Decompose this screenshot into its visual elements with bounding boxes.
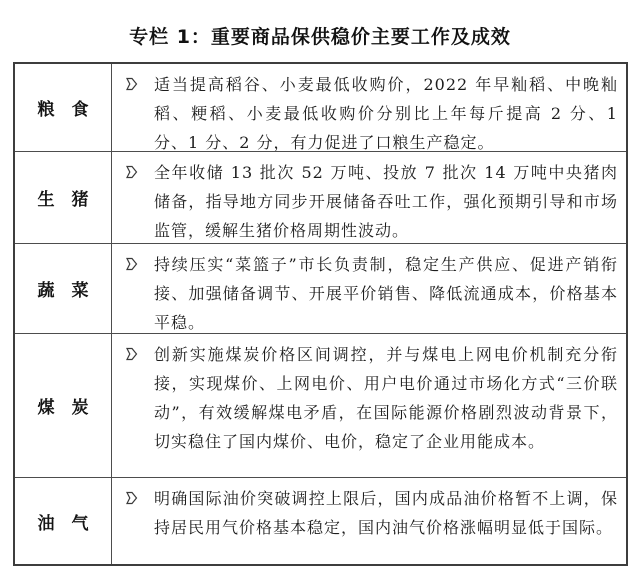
pentagon-arrow-right-icon [124, 77, 138, 91]
page-title: 专栏 1：重要商品保供稳价主要工作及成效 [129, 26, 511, 48]
content-cell [112, 64, 626, 151]
pentagon-arrow-right-icon [124, 165, 138, 179]
category-label: 煤 炭 [37, 398, 89, 418]
content-text: 适当提高稻谷、小麦最低收购价，2022 年早籼稻、中晚籼稻、粳稻、小麦最低收购价分别比上年每斤提高 2 分、1 分、1 分、2 分，有力促进了口粮生产稳定。 [154, 75, 618, 151]
category-label: 油 气 [37, 513, 89, 534]
content-text: 创新实施煤炭价格区间调控，并与煤电上网电价机制充分衔接，实现煤价、上网电价、用户电价通过市场化方式“三价联动”，有效缓解煤电矛盾，在国际能源价格剧烈波动背景下，切实稳住了国内煤价、电价，稳定了企业用能成本。 [154, 345, 618, 451]
pentagon-arrow-right-icon [124, 347, 138, 361]
category-label: 生 猪 [37, 190, 89, 210]
category-cell [15, 334, 112, 477]
content-text: 明确国际油价突破调控上限后，国内成品油价格暂不上调，保持居民用气价格基本稳定，国内油气价格涨幅明显低于国际。 [154, 489, 618, 537]
category-cell [15, 478, 112, 564]
category-cell [15, 64, 112, 151]
content-cell [112, 478, 626, 564]
category-cell [15, 152, 112, 243]
pentagon-arrow-right-icon [124, 257, 138, 271]
table-row-pigs [15, 151, 626, 243]
content-text: 持续压实“菜篮子”市长负责制，稳定生产供应、促进产销衔接、加强储备调节、开展平价销售、降低流通成本，价格基本平稳。 [154, 255, 618, 332]
commodity-table [13, 62, 628, 566]
content-cell [112, 244, 626, 333]
table-row-grain [15, 64, 626, 151]
table-row-coal [15, 333, 626, 477]
content-text: 全年收储 13 批次 52 万吨、投放 7 批次 14 万吨中央猪肉储备，指导地方同步开展储备吞吐工作，强化预期引导和市场监管，缓解生猪价格周期性波动。 [154, 163, 618, 240]
table-row-oil-gas [15, 477, 626, 564]
table-row-vegetables [15, 243, 626, 333]
category-cell [15, 244, 112, 333]
content-cell [112, 152, 626, 243]
content-cell [112, 334, 626, 477]
category-label: 粮 食 [37, 100, 89, 120]
pentagon-arrow-right-icon [124, 491, 138, 505]
category-label: 蔬 菜 [37, 281, 89, 301]
